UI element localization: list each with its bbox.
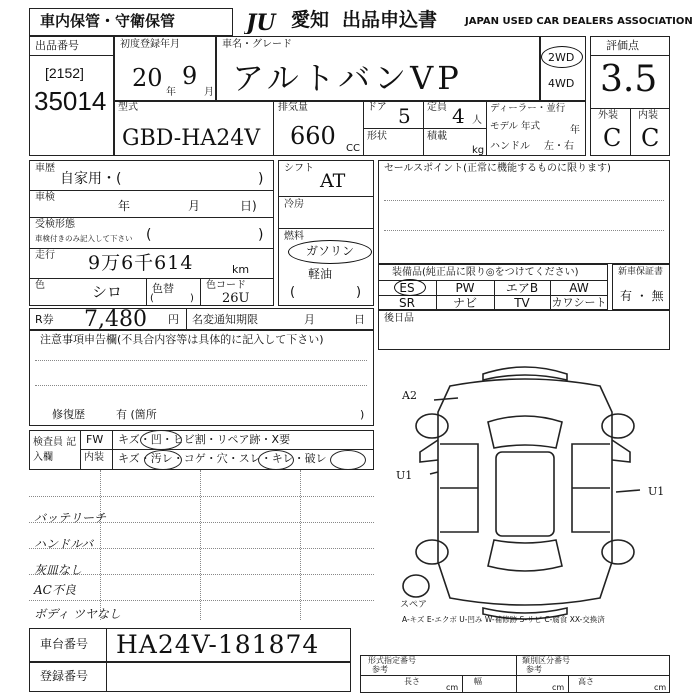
color-code: 26U <box>222 291 250 306</box>
diagram-mirror <box>612 440 630 462</box>
recycle-value: 7,480 <box>84 307 147 332</box>
model-code-label: 型式 <box>118 102 138 113</box>
mark-pointer <box>434 398 458 400</box>
fuel-label: 燃料 <box>284 231 304 242</box>
inspection-day: 日) <box>240 199 257 213</box>
repair-label: 修復歴 <box>52 408 85 421</box>
plate-label: 登録番号 <box>40 669 89 683</box>
equipment-tv: TV <box>514 296 530 310</box>
mark-pointer <box>430 472 438 474</box>
diagram-windshield <box>488 416 562 448</box>
exterior-grade: C <box>603 124 622 152</box>
handwritten-note: 灰皿なし <box>34 563 83 577</box>
registration-month: 9 <box>182 62 198 90</box>
diagram-mirror <box>420 440 438 462</box>
registration-year-unit: 年 <box>166 87 176 98</box>
sales-point-label: セールスポイント(正常に機能するものに限ります) <box>384 163 611 174</box>
load-unit: kg <box>472 145 485 156</box>
mileage-label: 走行 <box>35 250 55 261</box>
handle-options: 左・右 <box>544 141 574 152</box>
drive-2wd: 2WD <box>548 51 575 64</box>
damage-legend: A-キズ E-エクボ U-凹み W-補修跡 S-サビ C-腐食 XX-交換済 <box>402 615 605 624</box>
equipment-es-circle <box>394 279 426 296</box>
diagram-wheel <box>602 414 634 438</box>
document-title: 出品申込書 <box>342 9 438 31</box>
lot-number: 35014 <box>34 86 107 116</box>
displacement-label: 排気量 <box>278 102 308 113</box>
diagram-spare-tire <box>403 575 429 597</box>
handwritten-note: バッテリーチ <box>34 511 107 525</box>
inspector-interior-items: キズ・汚レ・コゲ・穴・スレ・キレ・破レ <box>118 452 327 465</box>
fuel-diesel: 軽油 <box>308 267 333 281</box>
capacity-value: 4 <box>452 104 465 128</box>
handwritten-note: ハンドルバ <box>34 537 94 551</box>
model-name-label: 車名・グレード <box>222 39 292 50</box>
inspection-year: 年 <box>118 199 131 213</box>
inspection-month: 月 <box>188 199 201 213</box>
history-label: 車歴 <box>35 163 55 174</box>
width-label: 幅 <box>474 677 482 686</box>
model-year-label: モデル 年式 <box>490 121 541 132</box>
diagram-wheel <box>416 414 448 438</box>
capacity-label: 定員 <box>427 102 447 113</box>
length-unit: cm <box>446 683 459 692</box>
equipment-airbag: エアB <box>505 281 539 295</box>
mark-circle <box>140 430 182 450</box>
model-year-unit: 年 <box>570 125 580 136</box>
chassis-label: 車台番号 <box>40 637 89 651</box>
repaint-close: ) <box>190 293 194 304</box>
height-label: 高さ <box>578 677 594 686</box>
exterior-label: 外装 <box>598 110 618 121</box>
damage-mark: A2 <box>402 389 417 402</box>
designation-label: 形式指定番号 <box>368 656 416 665</box>
history-close: ) <box>258 171 264 187</box>
warranty-options: 有 ・ 無 <box>620 289 664 303</box>
recycle-unit: 円 <box>168 313 179 326</box>
equipment-es: ES <box>399 281 415 295</box>
fuel-open: ( <box>290 285 296 300</box>
shape-label: 形状 <box>367 131 387 142</box>
warranty-label: 新車保証書 <box>618 267 664 277</box>
lot-sub-number: [2152] <box>45 65 84 81</box>
height-unit: cm <box>654 683 667 692</box>
storage-note: 車内保管・守衛保管 <box>40 12 176 30</box>
diagram-rear-window <box>488 540 562 571</box>
displacement-unit: CC <box>346 143 360 154</box>
equipment-sr: SR <box>399 296 415 310</box>
ju-logo <box>244 10 288 34</box>
mark-circle <box>258 450 294 470</box>
condition-form-note: 車検付きのみ記入して下さい <box>35 234 133 243</box>
inspector-interior-label: 内装 <box>84 452 104 463</box>
displacement-value: 660 <box>290 122 336 150</box>
capacity-unit: 人 <box>472 115 482 126</box>
shift-label: シフト <box>284 163 314 174</box>
registration-year: 20 <box>132 64 163 92</box>
model-code-value: GBD-HA24V <box>122 126 261 151</box>
diagram-wheel <box>602 540 634 564</box>
category-label: 類別区分番号 <box>522 656 570 665</box>
equipment-label: 装備品(純正品に限り◎をつけてください) <box>392 267 579 278</box>
handwritten-note: AC不良 <box>34 583 76 597</box>
inspector-fw-items: キズ・凹・ヒビ割・リペア跡・X要 <box>118 433 291 446</box>
color-value: シロ <box>92 283 123 301</box>
lot-label: 出品番号 <box>35 39 79 52</box>
equipment-navi: ナビ <box>452 296 477 310</box>
rear-seat-box <box>378 310 670 350</box>
mileage-value: 9万6千614 <box>88 252 194 274</box>
notes-label: 注意事項申告欄(不具合内容等は具体的に記入して下さい) <box>40 333 324 346</box>
diagram-roof <box>496 452 554 536</box>
evaluation-label: 評価点 <box>606 39 639 52</box>
fuel-gasoline: ガソリン <box>306 244 355 258</box>
name-change-label: 名変通知期限 <box>192 313 258 326</box>
mark-pointer <box>616 490 640 492</box>
damage-mark: U1 <box>396 469 413 482</box>
handwritten-note: ボディ ツヤなし <box>34 607 121 621</box>
condition-form-label: 受検形態 <box>35 219 75 230</box>
repair-close: ) <box>360 408 365 421</box>
inspector-label: 検査員 記入欄 <box>33 437 77 463</box>
spare-label: スペア <box>400 600 428 610</box>
registration-month-unit: 月 <box>204 87 214 98</box>
repaint-open: ( <box>150 293 154 304</box>
org-name: 愛知 <box>291 9 330 31</box>
category-ref: 参考 <box>526 665 542 674</box>
diagram-wheel <box>416 540 448 564</box>
designation-ref: 参考 <box>372 665 388 674</box>
chassis-value: HA24V-181874 <box>116 630 320 659</box>
equipment-aw: AW <box>569 281 589 295</box>
interior-label: 内装 <box>638 110 658 121</box>
condition-form-open: ( <box>146 227 152 243</box>
color-code-label: 色コード <box>206 280 246 291</box>
rear-seat-label: 後日品 <box>384 313 414 324</box>
width-unit: cm <box>552 683 565 692</box>
recycle-label: R券 <box>35 313 54 326</box>
fuel-close: ) <box>356 285 362 300</box>
mark-circle <box>330 450 366 470</box>
equipment-leather-seat: カワシート <box>551 296 607 309</box>
mark-circle <box>144 450 182 470</box>
damage-mark: U1 <box>648 485 665 498</box>
model-name-value: アルトバンVP <box>232 59 463 97</box>
handle-label: ハンドル <box>490 141 530 152</box>
ju-logo-mark <box>244 10 288 34</box>
car-diagram <box>380 352 670 642</box>
doors-label: ドア <box>367 102 387 113</box>
drive-4wd: 4WD <box>548 77 575 90</box>
repaint-label: 色替 <box>152 282 174 295</box>
diagram-front-bumper <box>483 367 567 380</box>
sales-point-box <box>378 160 670 264</box>
interior-grade: C <box>641 124 660 152</box>
condition-form-close: ) <box>258 227 264 243</box>
color-label: 色 <box>35 280 45 291</box>
doors-value: 5 <box>398 104 411 128</box>
dealer-label: ディーラー・並行 <box>490 103 566 114</box>
mileage-unit: km <box>232 263 250 276</box>
load-label: 積載 <box>427 131 447 142</box>
registration-label: 初度登録年月 <box>120 39 180 50</box>
inspection-label: 車検 <box>35 192 55 203</box>
length-label: 長さ <box>404 677 420 686</box>
aircon-label: 冷房 <box>284 199 304 210</box>
name-change-month: 月 <box>304 313 315 326</box>
history-value: 自家用・( <box>60 171 122 187</box>
shift-value: AT <box>320 170 346 192</box>
inspector-fw-label: FW <box>86 433 104 446</box>
equipment-pw: PW <box>455 281 475 295</box>
evaluation-score: 3.5 <box>600 59 658 100</box>
repair-value: 有 (箇所 <box>116 408 157 421</box>
association-name: JAPAN USED CAR DEALERS ASSOCIATION <box>465 16 693 27</box>
name-change-day: 日 <box>354 313 365 326</box>
ju-logo-text: JU <box>246 10 276 34</box>
